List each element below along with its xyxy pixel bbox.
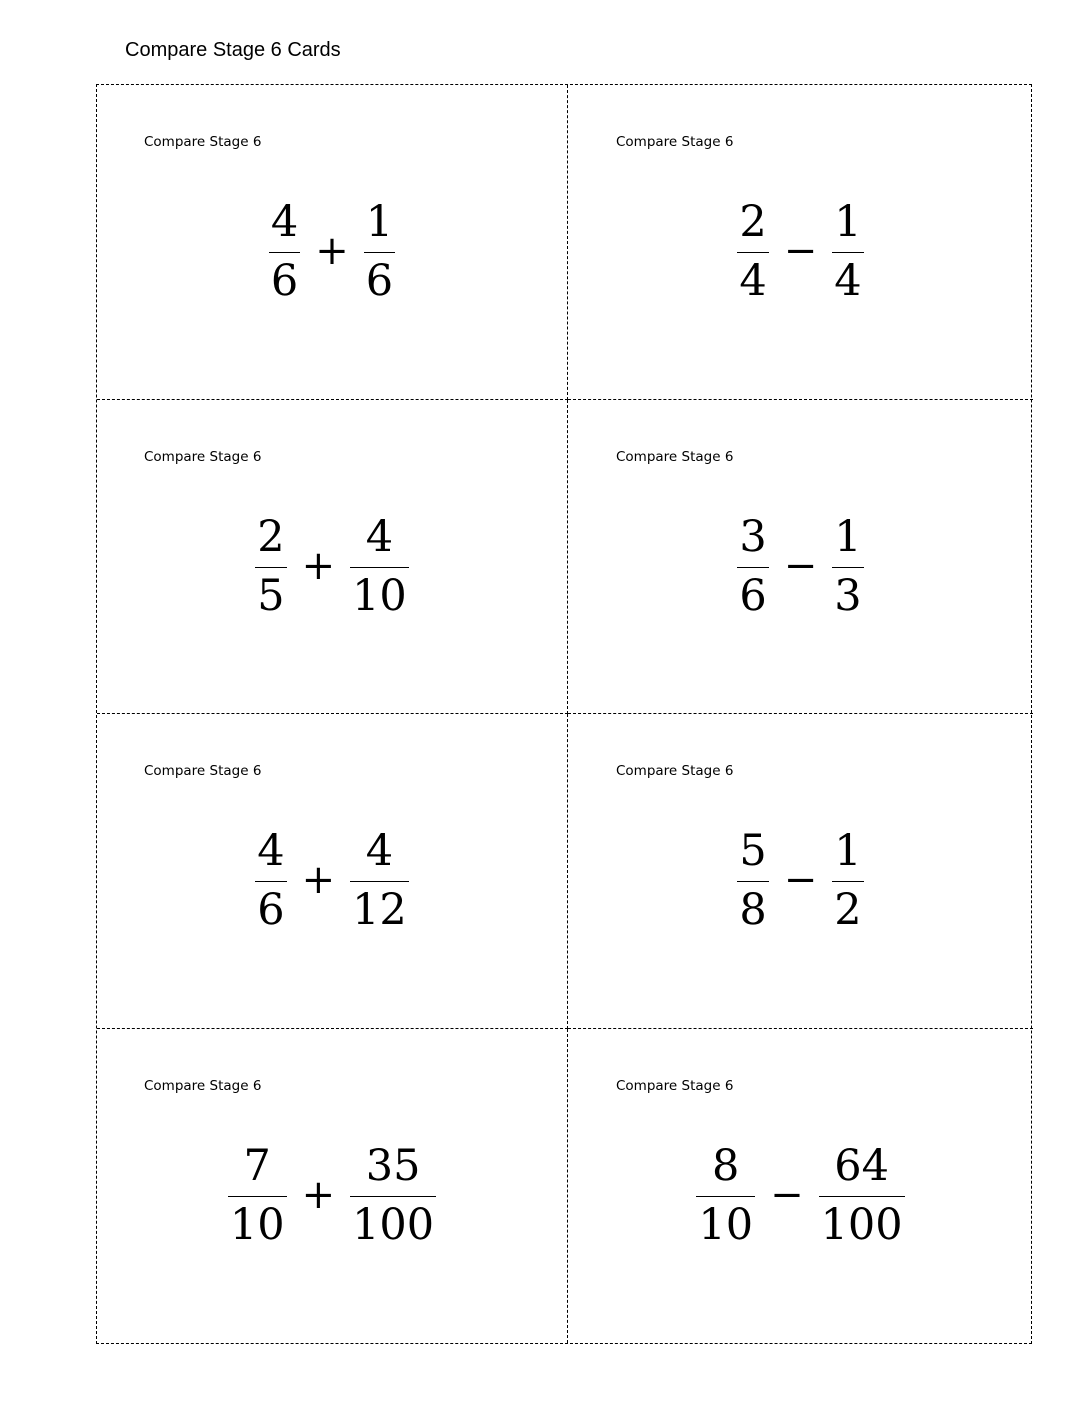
right-fraction	[816, 1142, 908, 1249]
operator: −	[783, 227, 818, 274]
card-label: Compare Stage 6	[144, 134, 262, 150]
card-label: Compare Stage 6	[616, 134, 734, 150]
card-7	[97, 1029, 568, 1343]
numerator: 5	[739, 826, 767, 876]
fraction-expression	[97, 198, 567, 305]
denominator: 5	[257, 571, 285, 621]
denominator: 100	[352, 1200, 435, 1250]
fraction-bar	[832, 567, 863, 568]
left-fraction	[252, 827, 289, 934]
numerator: 2	[739, 197, 767, 247]
fraction-bar	[696, 1196, 755, 1197]
right-fraction	[829, 198, 866, 305]
denominator: 10	[352, 571, 407, 621]
operator: +	[301, 856, 336, 903]
numerator: 1	[834, 197, 862, 247]
fraction-bar	[737, 881, 768, 882]
right-fraction	[347, 827, 412, 934]
fraction-expression	[568, 827, 1033, 934]
denominator: 10	[229, 1200, 285, 1250]
numerator: 7	[243, 1141, 271, 1191]
fraction-expression	[568, 1142, 1033, 1249]
denominator: 6	[270, 256, 299, 306]
fraction-expression	[97, 1142, 567, 1249]
fraction-bar	[350, 881, 409, 882]
card-1	[97, 85, 568, 400]
fraction-expression	[568, 198, 1033, 305]
fraction-bar	[364, 252, 395, 253]
left-fraction	[225, 1142, 290, 1249]
fraction-bar	[737, 252, 768, 253]
fraction-expression	[568, 513, 1033, 620]
numerator: 1	[834, 512, 862, 562]
card-label: Compare Stage 6	[616, 763, 734, 779]
denominator: 3	[834, 571, 862, 621]
left-fraction	[734, 198, 771, 305]
left-fraction	[734, 513, 771, 620]
operator: −	[770, 1171, 804, 1218]
fraction-expression	[97, 513, 567, 620]
card-label: Compare Stage 6	[616, 1078, 734, 1094]
card-label: Compare Stage 6	[616, 449, 734, 465]
right-fraction	[361, 198, 398, 305]
operator: −	[783, 542, 818, 589]
card-4	[568, 400, 1033, 714]
card-5	[97, 714, 568, 1029]
denominator: 4	[739, 256, 767, 306]
left-fraction	[734, 827, 771, 934]
fraction-bar	[228, 1196, 287, 1197]
fraction-bar	[832, 881, 863, 882]
fraction-bar	[832, 252, 863, 253]
right-fraction	[829, 827, 866, 934]
card-label: Compare Stage 6	[144, 763, 262, 779]
denominator: 6	[365, 256, 394, 306]
numerator: 1	[834, 826, 862, 876]
left-fraction	[266, 198, 303, 305]
numerator: 8	[712, 1141, 740, 1191]
fraction-bar	[350, 1196, 436, 1197]
denominator: 6	[739, 571, 767, 621]
denominator: 8	[739, 885, 767, 935]
fraction-bar	[350, 567, 409, 568]
card-3	[97, 400, 568, 714]
denominator: 100	[820, 1200, 903, 1250]
card-8	[568, 1029, 1033, 1343]
denominator: 6	[257, 885, 285, 935]
denominator: 4	[834, 256, 862, 306]
left-fraction	[693, 1142, 758, 1249]
fraction-expression	[97, 827, 567, 934]
right-fraction	[347, 1142, 439, 1249]
page-title: Compare Stage 6 Cards	[125, 39, 341, 61]
denominator: 2	[834, 885, 862, 935]
card-label: Compare Stage 6	[144, 449, 262, 465]
card-label: Compare Stage 6	[144, 1078, 262, 1094]
denominator: 10	[698, 1200, 754, 1250]
card-grid	[96, 84, 1032, 1344]
operator: −	[783, 856, 818, 903]
operator: +	[301, 1171, 336, 1218]
left-fraction	[252, 513, 289, 620]
numerator: 4	[257, 826, 285, 876]
numerator: 3	[739, 512, 767, 562]
operator: +	[301, 542, 336, 589]
numerator: 1	[365, 197, 394, 247]
numerator: 64	[834, 1141, 889, 1191]
numerator: 35	[365, 1141, 421, 1191]
denominator: 12	[352, 885, 407, 935]
numerator: 4	[365, 512, 394, 562]
right-fraction	[347, 513, 412, 620]
operator: +	[315, 227, 349, 274]
numerator: 4	[365, 826, 394, 876]
fraction-bar	[819, 1196, 905, 1197]
fraction-bar	[737, 567, 768, 568]
card-2	[568, 85, 1033, 400]
numerator: 2	[257, 512, 285, 562]
right-fraction	[829, 513, 866, 620]
fraction-bar	[255, 881, 286, 882]
fraction-bar	[255, 567, 286, 568]
card-6	[568, 714, 1033, 1029]
fraction-bar	[269, 252, 300, 253]
numerator: 4	[270, 197, 299, 247]
